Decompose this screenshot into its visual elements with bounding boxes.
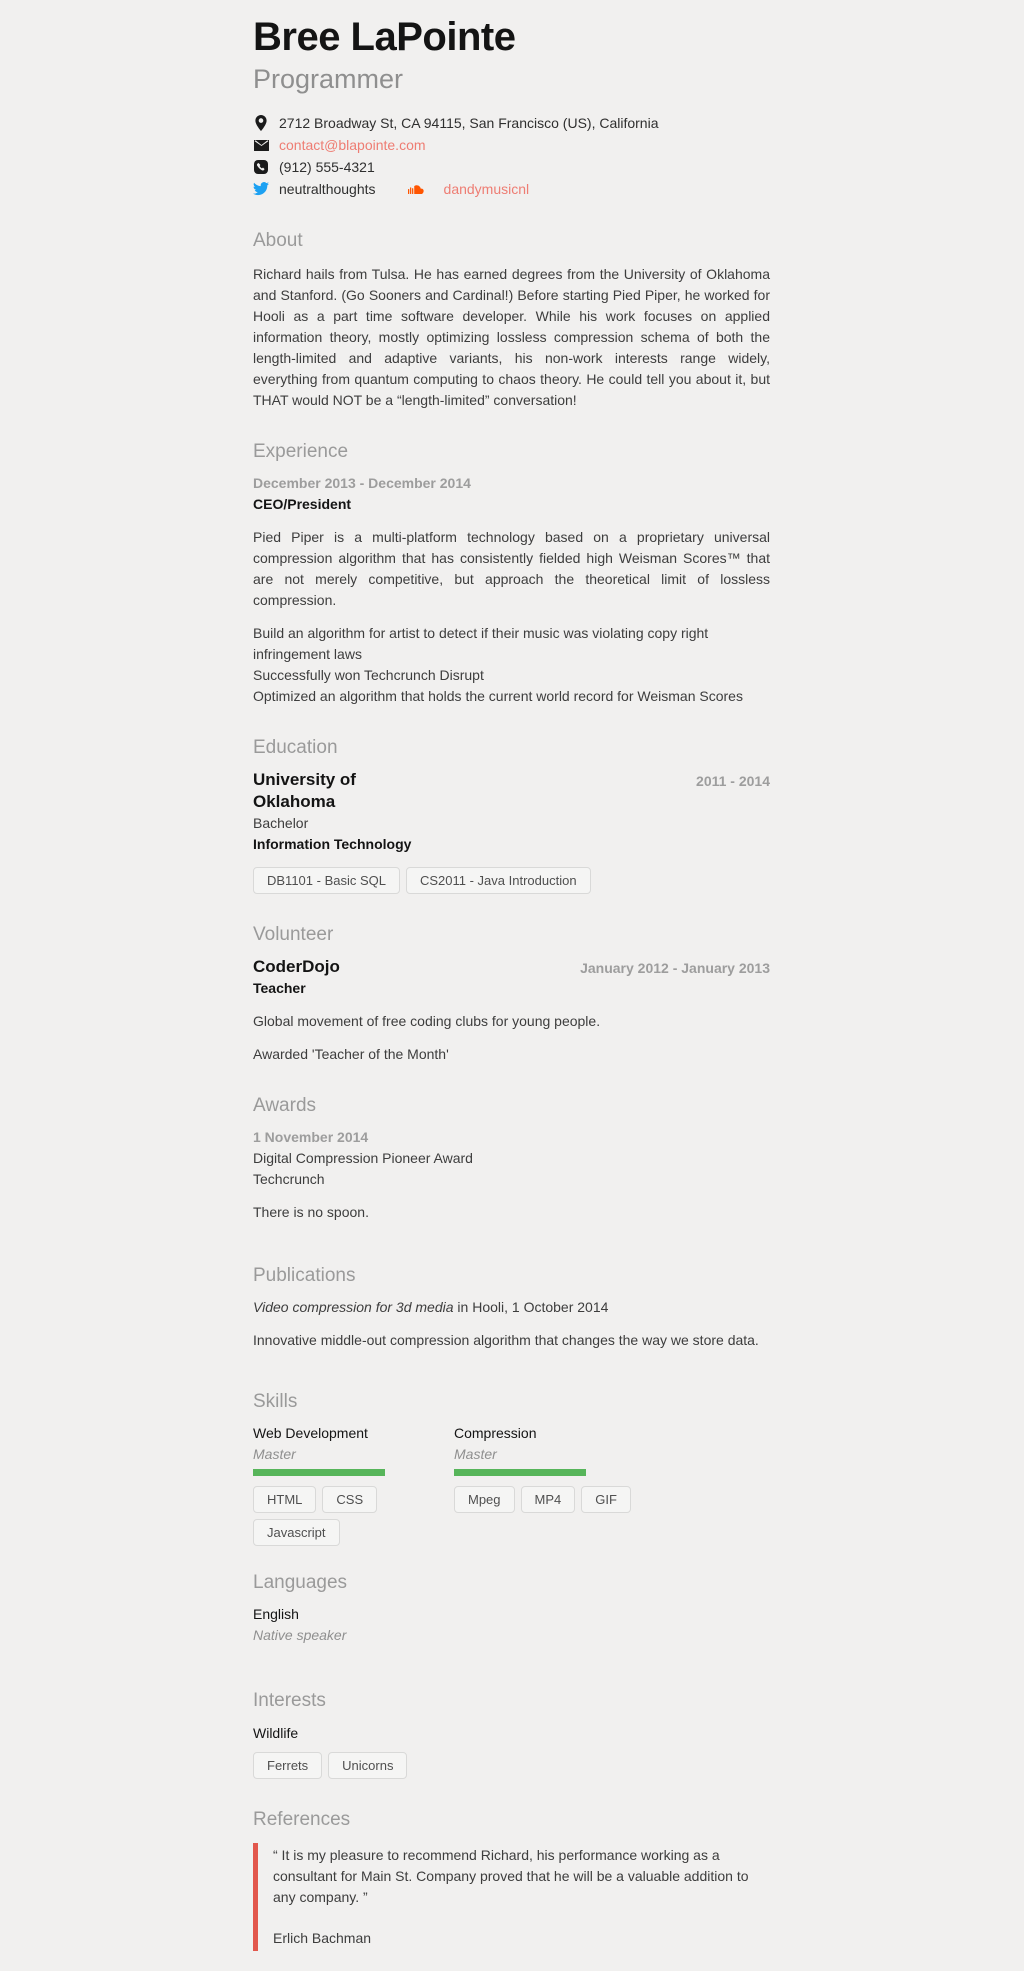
language-name: English [253,1606,299,1622]
skill-keyword-tag: Javascript [253,1519,340,1546]
contact-address: 2712 Broadway St, CA 94115, San Francisco (US), California [279,115,659,131]
soundcloud-link[interactable]: dandymusicnl [443,181,530,197]
publication-summary: Innovative middle-out compression algorithm that changes the way we store data. [253,1332,759,1348]
publications-heading: Publications [253,1265,356,1286]
skill-progress-track [454,1469,586,1476]
volunteer-highlight: Awarded 'Teacher of the Month' [253,1046,449,1062]
education-area: Information Technology [253,836,412,852]
education-dates: 2011 - 2014 [696,773,770,789]
section-publications [253,1265,770,1351]
contact-address-row [253,112,770,134]
interest-keywords [253,1752,770,1779]
phone-icon [253,160,269,174]
award-awarder: Techcrunch [253,1171,325,1187]
experience-summary: Pied Piper is a multi-platform technology based on a proprietary universal compression algorithm that has consistently fielded high Weisman Scores™ that are not merely competitive, but approach the theoretical limit of lossless compression. [253,529,770,608]
award-date: 1 November 2014 [253,1129,369,1145]
education-courses [253,867,770,894]
publication-meta: in Hooli, 1 October 2014 [453,1299,609,1315]
experience-highlight: Optimized an algorithm that holds the current world record for Weisman Scores [253,688,743,704]
volunteer-heading: Volunteer [253,924,334,945]
education-institution: University of Oklahoma [253,770,356,811]
skill-name: Web Development [253,1425,368,1441]
experience-role: CEO/President [253,496,352,512]
interest-keyword-tag: Unicorns [328,1752,407,1779]
languages-heading: Languages [253,1572,348,1593]
experience-highlight: Build an algorithm for artist to detect if their music was violating copy right infringement laws [253,625,709,662]
person-name: Bree LaPointe [253,15,516,59]
skill-keyword-tag: MP4 [521,1486,576,1513]
awards-heading: Awards [253,1095,317,1116]
education-entry-head [253,769,770,813]
language-fluency: Native speaker [253,1627,347,1643]
reference-name: Erlich Bachman [273,1930,372,1946]
person-title: Programmer [253,64,404,94]
publication-title-line [253,1297,770,1318]
experience-entry [253,473,770,707]
location-pin-icon [253,115,269,131]
skills-grid [253,1423,770,1546]
education-heading: Education [253,737,338,758]
award-summary: There is no spoon. [253,1204,369,1220]
volunteer-dates: January 2012 - January 2013 [580,960,770,976]
references-heading: References [253,1809,351,1830]
contact-email-row [253,134,770,156]
publication-title: Video compression for 3d media [253,1299,454,1315]
section-experience [253,441,770,707]
skill-progress-track [253,1469,385,1476]
about-heading: About [253,230,303,251]
skill-item [454,1423,655,1546]
contact-list [253,112,770,200]
skill-progress-fill [253,1469,385,1476]
section-volunteer [253,924,770,1065]
skill-name: Compression [454,1425,537,1441]
course-tag: CS2011 - Java Introduction [406,867,591,894]
section-awards [253,1095,770,1223]
volunteer-position: Teacher [253,980,306,996]
experience-heading: Experience [253,441,349,462]
reference-quote: “ It is my pleasure to recommend Richard, his performance working as a consultant for Main St. Company proved that he will be a valuable addition to any company. ” [273,1847,749,1905]
interest-keyword-tag: Ferrets [253,1752,322,1779]
education-entry [253,769,770,894]
skill-progress-fill [454,1469,586,1476]
skill-keywords [454,1486,655,1513]
interest-item [253,1722,770,1779]
volunteer-entry-head [253,956,770,978]
skills-heading: Skills [253,1391,298,1412]
skill-keyword-tag: HTML [253,1486,316,1513]
twitter-handle: neutralthoughts [279,181,376,197]
reference-entry [253,1843,770,1951]
experience-dates: December 2013 - December 2014 [253,475,471,491]
language-item [253,1604,770,1646]
header [253,14,770,200]
about-text: Richard hails from Tulsa. He has earned degrees from the University of Oklahoma and Stanford. (Go Sooners and Cardinal!) Before starting Pied Piper, he worked for Hooli as a part time software developer. While his work focuses on applied information theory, mostly optimizing lossless compression schema of both the length-limited and adaptive variants, his non-work interests range widely, everything from quantum computing to chaos theory. He could tell you about it, but THAT would NOT be a “length-limited” conversation! [253,266,770,408]
volunteer-summary: Global movement of free coding clubs for young people. [253,1013,601,1029]
contact-social-row [253,178,770,200]
award-entry [253,1127,770,1223]
section-about [253,230,770,411]
soundcloud-icon [408,183,424,195]
volunteer-entry [253,956,770,1065]
section-skills [253,1391,770,1546]
contact-phone-row [253,156,770,178]
skill-level: Master [454,1446,497,1462]
email-link[interactable]: contact@blapointe.com [279,137,426,153]
skill-keyword-tag: Mpeg [454,1486,515,1513]
skill-keyword-tag: GIF [581,1486,631,1513]
skill-keyword-tag: CSS [322,1486,377,1513]
contact-phone: (912) 555-4321 [279,159,375,175]
experience-highlights [253,623,770,707]
section-education [253,737,770,894]
award-title: Digital Compression Pioneer Award [253,1150,473,1166]
section-interests [253,1690,770,1779]
twitter-icon [253,182,269,196]
skill-keywords [253,1486,454,1546]
email-icon [253,140,269,151]
education-study-type: Bachelor [253,815,309,831]
interest-name: Wildlife [253,1725,299,1741]
section-languages [253,1572,770,1646]
publication-entry [253,1297,770,1351]
volunteer-organization: CoderDojo [253,957,340,976]
section-references [253,1809,770,1951]
skill-level: Master [253,1446,296,1462]
experience-highlight: Successfully won Techcrunch Disrupt [253,667,484,683]
interests-heading: Interests [253,1690,326,1711]
course-tag: DB1101 - Basic SQL [253,867,400,894]
skill-item [253,1423,454,1546]
